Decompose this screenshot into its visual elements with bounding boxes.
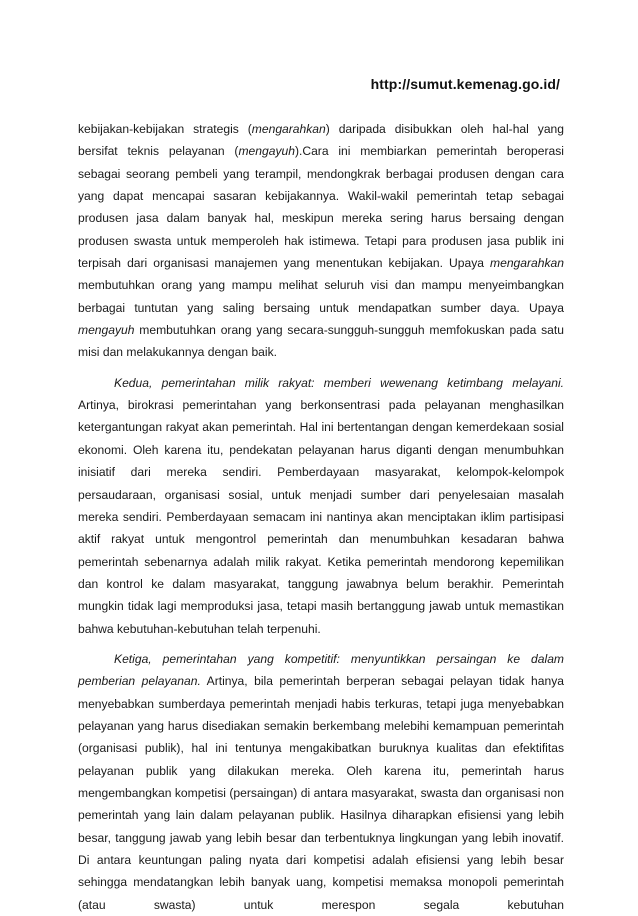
paragraph-3 xyxy=(78,648,564,916)
p1-italic-4: mengayuh xyxy=(78,323,135,338)
p2-italic-1: Kedua, pemerintahan milik rakyat: memberi wewenang ketimbang melayani. xyxy=(114,375,564,390)
header-url: http://sumut.kemenag.go.id/ xyxy=(370,76,560,92)
p1-italic-2: mengayuh xyxy=(238,144,295,159)
p1-text-5: membutuhkan orang yang secara-sungguh-sungguh memfokuskan pada satu misi dan melakukannya dengan baik. xyxy=(78,323,564,360)
p2-text-1: Artinya, birokrasi pemerintahan yang berkonsentrasi pada pelayanan menghasilkan ketergantungan rakyat akan pemerintah. Hal ini bertentangan dengan kemerdekaan sosial ekonomi. Oleh karena itu, pendekatan pelayanan harus diganti dengan menumbuhkan inisiatif dari mereka sendiri. Pemberdayaan masyarakat, kelompok-kelompok persaudaraan, organisasi sosial, untuk menjadi sumber dari penyelesaian masalah mereka sendiri. Pemberdayaan semacam ini nantinya akan menciptakan iklim partisipasi aktif rakyat untuk mengontrol pemerintah dan menumbuhkan kesadaran bahwa pemerintah sebenarnya adalah milik rakyat. Ketika pemerintah mendorong kepemilikan dan kontrol ke dalam masyarakat, tanggung jawabnya belum berakhir. Pemerintah mungkin tidak lagi memproduksi jasa, tetapi masih bertanggung jawab untuk memastikan bahwa kebutuhan-kebutuhan telah terpenuhi. xyxy=(78,398,564,636)
paragraph-1 xyxy=(78,118,564,364)
p1-text-1: kebijakan-kebijakan strategis ( xyxy=(78,122,252,136)
p1-text-3: ).Cara ini membiarkan pemerintah beroperasi sebagai seorang pembeli yang terampil, mendongkrak berbagai produsen dengan cara yang dapat mencapai sasaran kebijakannya. Wakil-wakil pemerintah tetap sebagai produsen jasa dalam banyak hal, meskipun mereka sering harus bersaing dengan produsen swasta untuk memperoleh hak istimewa. Tetapi para produsen jasa publik ini terpisah dari organisasi manajemen yang menentukan kebijakan. Upaya xyxy=(78,144,564,271)
document-body xyxy=(78,118,564,916)
p3-italic-1: Ketiga, pemerintahan yang kompetitif: menyuntikkan persaingan ke dalam pemberian pelayanan. xyxy=(78,651,564,689)
p1-text-2: ) daripada disibukkan oleh hal-hal yang bersifat teknis pelayanan ( xyxy=(78,122,564,159)
p1-text-4: membutuhkan orang yang mampu melihat seluruh visi dan mampu menyeimbangkan berbagai tuntutan yang saling bersaing untuk mendapatkan sumber daya. Upaya xyxy=(78,278,564,315)
p1-italic-3: mengarahkan xyxy=(490,256,564,271)
p3-text-1: Artinya, bila pemerintah berperan sebagai pelayan tidak hanya menyebabkan sumberdaya pemerintah menjadi habis terkuras, tetapi juga menyebabkan pelayanan yang harus disediakan semakin berkembang melebihi kemampuan pemerintah (organisasi publik), hal ini tentunya mengakibatkan buruknya kualitas dan efektifitas pelayanan publik yang dilakukan mereka. Oleh karena itu, pemerintah harus mengembangkan kompetisi (persaingan) di antara masyarakat, swasta dan organisasi non pemerintah yang lain dalam pelayanan publik. Hasilnya diharapkan efisiensi yang lebih besar, tanggung jawab yang lebih besar dan terbentuknya lingkungan yang lebih inovatif. Di antara keuntungan paling nyata dari kompetisi adalah efisiensi yang lebih besar sehingga mendatangkan lebih banyak uang, kompetisi memaksa monopoli pemerintah (atau swasta) untuk merespon segala kebutuhan xyxy=(78,674,564,912)
paragraph-2 xyxy=(78,372,564,640)
p1-italic-1: mengarahkan xyxy=(251,122,326,136)
